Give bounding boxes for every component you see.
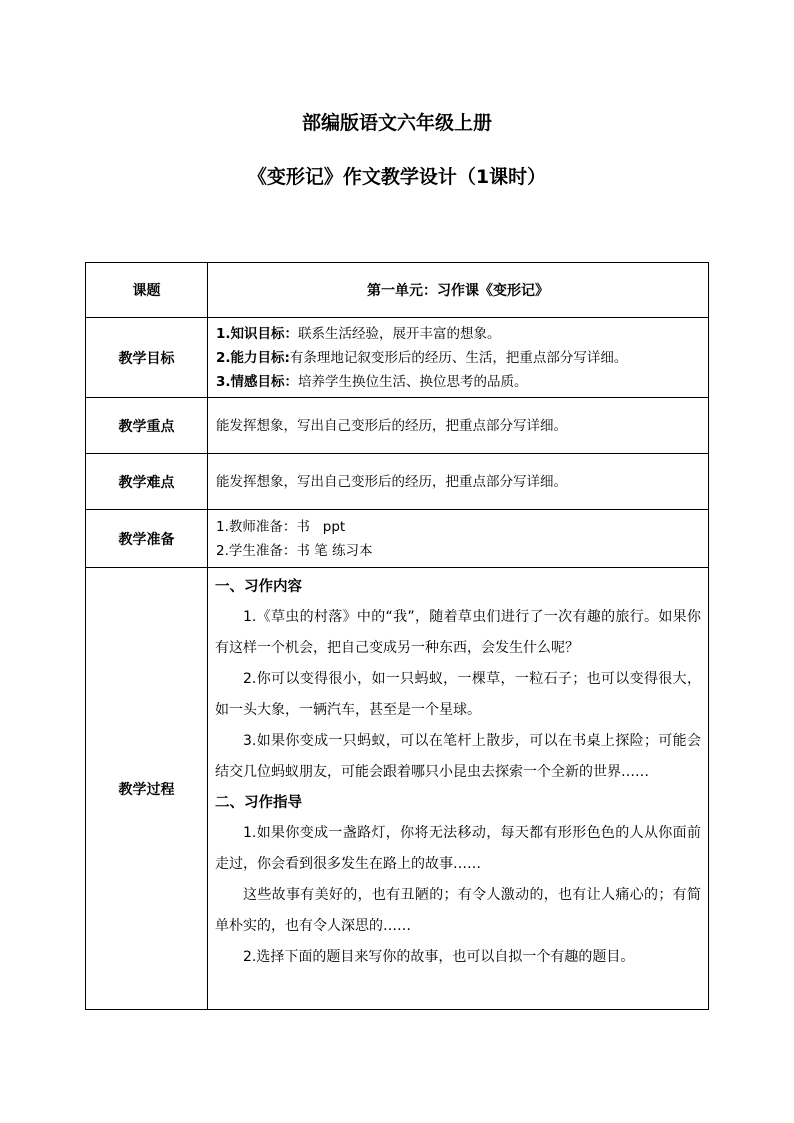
goal-text: 有条理地记叙变形后的经历、生活，把重点部分写详细。 [289, 349, 628, 366]
key-points-label: 教学重点 [86, 398, 208, 454]
topic-label: 课题 [86, 263, 208, 318]
difficulties-label: 教学难点 [86, 454, 208, 510]
section-title: 二、习作指导 [215, 795, 302, 811]
paragraph: 3.如果你变成一只蚂蚁，可以在笔杆上散步，可以在书桌上探险；可能会结交几位蚂蚁朋友，可能会跟着哪只小昆虫去探索一个全新的世界…… [215, 733, 701, 780]
goal-item-knowledge [216, 322, 700, 346]
preparation-teacher: 1.教师准备：书 ppt [216, 518, 346, 535]
goal-text: 联系生活经验，展开丰富的想象。 [298, 325, 501, 342]
preparation-label: 教学准备 [86, 510, 208, 568]
goal-prefix: 1.知识目标： [216, 325, 299, 342]
paragraph: 这些故事有美好的，也有丑陋的；有令人激动的，也有让人痛心的；有简单朴实的，也有令人深思的…… [215, 887, 701, 934]
paragraph: 2.选择下面的题目来写你的故事，也可以自拟一个有趣的题目。 [243, 949, 635, 965]
key-points-line: 能发挥想象，写出自己变形后的经历，把重点部分写详细。 [216, 417, 567, 434]
row-key-points [86, 398, 709, 454]
goals-label: 教学目标 [86, 318, 208, 398]
paragraph: 1.如果你变成一盏路灯，你将无法移动，每天都有形形色色的人从你面前走过，你会看到很多发生在路上的故事…… [215, 825, 701, 872]
paragraph: 2.你可以变得很小，如一只蚂蚁，一棵草，一粒石子；也可以变得很大，如一头大象，一辆汽车，甚至是一个星球。 [215, 671, 701, 718]
goals-content [208, 318, 709, 398]
document-subtitle: 《变形记》作文教学设计（1课时） [247, 166, 547, 188]
difficulties-text [208, 454, 709, 510]
lesson-plan-table [85, 262, 709, 1010]
row-topic [86, 263, 709, 318]
row-process [86, 568, 709, 1010]
goal-item-emotion [216, 370, 700, 394]
row-preparation [86, 510, 709, 568]
process-label: 教学过程 [86, 568, 208, 1010]
key-points-text [208, 398, 709, 454]
section-title: 一、习作内容 [215, 579, 302, 595]
topic-value: 第一单元：习作课《变形记》 [208, 263, 709, 318]
goal-item-ability [216, 346, 700, 370]
goal-prefix: 3.情感目标： [216, 373, 299, 390]
preparation-student: 2.学生准备：书 笔 练习本 [216, 542, 373, 559]
difficulties-line: 能发挥想象，写出自己变形后的经历，把重点部分写详细。 [216, 473, 567, 490]
process-content [208, 568, 709, 1010]
goal-prefix: 2.能力目标: [216, 349, 290, 366]
row-goals [86, 318, 709, 398]
row-difficulties [86, 454, 709, 510]
paragraph: 1.《草虫的村落》中的“我”，随着草虫们进行了一次有趣的旅行。如果你有这样一个机会，把自己变成另一种东西，会发生什么呢？ [215, 609, 701, 656]
document-title: 部编版语文六年级上册 [301, 112, 492, 134]
preparation-content [208, 510, 709, 568]
goal-text: 培养学生换位生活、换位思考的品质。 [298, 373, 528, 390]
